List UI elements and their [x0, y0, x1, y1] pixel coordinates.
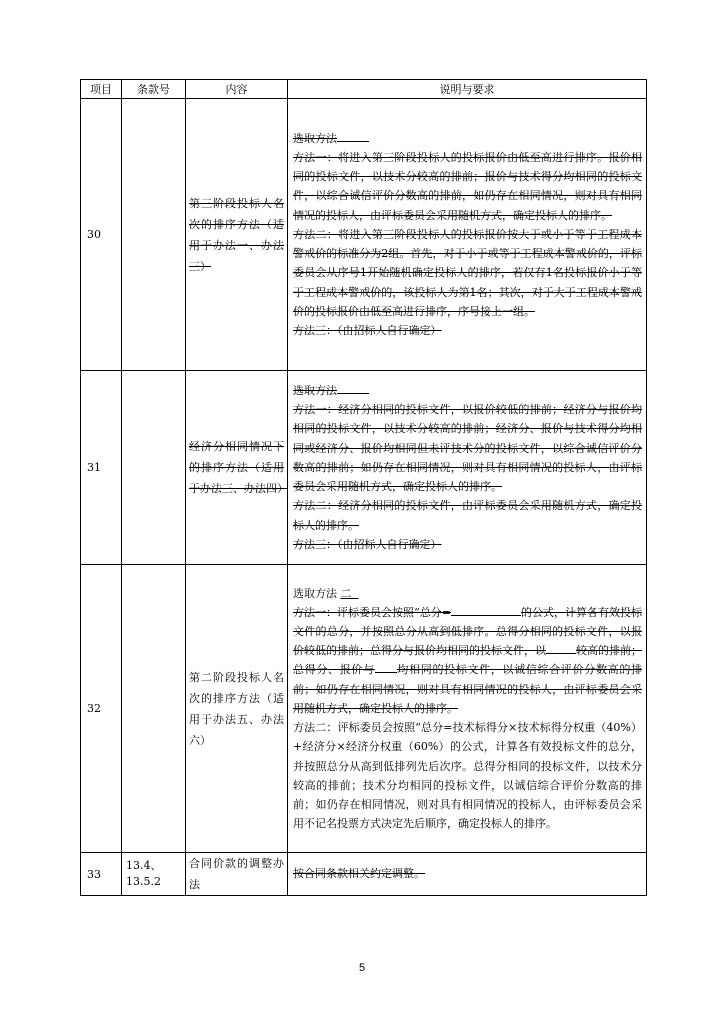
- selected-method: 二: [340, 586, 352, 600]
- table-row: [81, 853, 647, 896]
- method-1: 方法一：评标委员会按照“总分= 的公式，计算各有效投标文件的总分，并按照总分从高到低排序。总得分相同的投标文件，以报价较低的排前；总得分与报价均相同的投标文件，以 较高的排前；总得分、报价与 均相同的投标文件，以诚信综合评价分数高的排前；如仍存在相同情况，则对具有相同情况的投标人，由评标委员会采用随机方式，确定投标人的排序。: [293, 605, 643, 715]
- requirements-cell: [288, 99, 647, 371]
- requirements-cell: 按合同条款相关约定调整。: [288, 853, 647, 896]
- table-row: [81, 565, 647, 853]
- method-3: 方法三：（由招标人自行确定）: [293, 537, 442, 551]
- header-requirements: 说明与要求: [288, 80, 647, 99]
- item-number: 31: [81, 371, 122, 565]
- content-cell: 第二阶段投标人名次的排序方法（适用于办法五、办法六）: [186, 565, 288, 853]
- method-1: 方法一：将进入第三阶段投标人的投标报价由低至高进行排序。报价相同的投标文件，以技术分较高的排前；报价与技术得分均相同的投标文件，以综合诚信评价分数高的排前，如仍存在相同情况，则对具有相同情况的投标人，由评标委员会采用随机方式，确定投标人的排序。: [293, 151, 642, 222]
- page-number: 5: [358, 962, 366, 974]
- method-2: 方法二：将进入第三阶段投标人的投标报价按大于或小于等于工程成本警戒价的标准分为2组。首先，对于小于或等于工程成本警戒价的，评标委员会从序号1开始随机确定投标人的排序，若仅有1名投标报价小于等于工程成本警戒价的，该投标人为第1名；其次，对于大于工程成本警戒价的投标报价由低至高进行排序，序号接上一组。: [293, 227, 642, 318]
- clause-number: [122, 371, 186, 565]
- header-content: 内容: [186, 80, 288, 99]
- requirements-cell: [288, 371, 647, 565]
- content-cell: 经济分相同情况下的排序方法（适用于办法三、办法四）: [186, 371, 288, 565]
- item-number: 32: [81, 565, 122, 853]
- method-2: 方法二：经济分相同的投标文件，由评标委员会采用随机方式，确定投标人的排序。: [293, 499, 642, 532]
- content-cell: 第三阶段投标人名次的排序方法（适用于办法一、办法三）: [186, 99, 288, 371]
- method-2: 方法二：评标委员会按照“总分=技术标得分×技术标得分权重（40%）+经济分×经济分权重（60%）的公式，计算各有效投标文件的总分，并按照总分从高到低排列先后次序。总得分相同的投标文件，以技术分较高的排前；技术分均相同的投标文件，以诚信综合评价分数高的排前；如仍存在相同情况，则对具有相同情况的投标人，由评标委员会采用不记名投票方式决定先后顺序，确定投标人的排序。: [293, 721, 642, 831]
- method-3: 方法三：（由招标人自行确定）: [293, 323, 442, 337]
- header-item: 项目: [81, 80, 122, 99]
- table-row: [81, 99, 647, 371]
- method-1: 方法一：经济分相同的投标文件，以报价较低的排前；经济分与报价均相同的投标文件，以技术分较高的排前；经济分、报价与技术得分均相同或经济分、报价均相同但未评技术分的投标文件，以综合诚信评价分数高的排前；如仍存在相同情况，则对具有相同情况的投标人，由评标委员会采用随机方式，确定投标人的排序。: [293, 403, 642, 494]
- select-method-line: 选取方法 二: [293, 586, 352, 600]
- clause-number: [122, 99, 186, 371]
- table-header-row: [81, 80, 647, 99]
- select-method-line: 选取方法: [293, 381, 642, 400]
- clause-number: [122, 565, 186, 853]
- requirements-cell: [288, 565, 647, 853]
- item-number: 30: [81, 99, 122, 371]
- item-number: 33: [81, 853, 122, 896]
- clause-number: 13.4、13.5.2: [122, 853, 186, 896]
- requirements-table: [80, 79, 647, 896]
- select-method-line: 选取方法: [293, 129, 642, 148]
- content-cell: 合同价款的调整办法: [186, 853, 288, 896]
- header-clause-no: 条款号: [122, 80, 186, 99]
- table-row: [81, 371, 647, 565]
